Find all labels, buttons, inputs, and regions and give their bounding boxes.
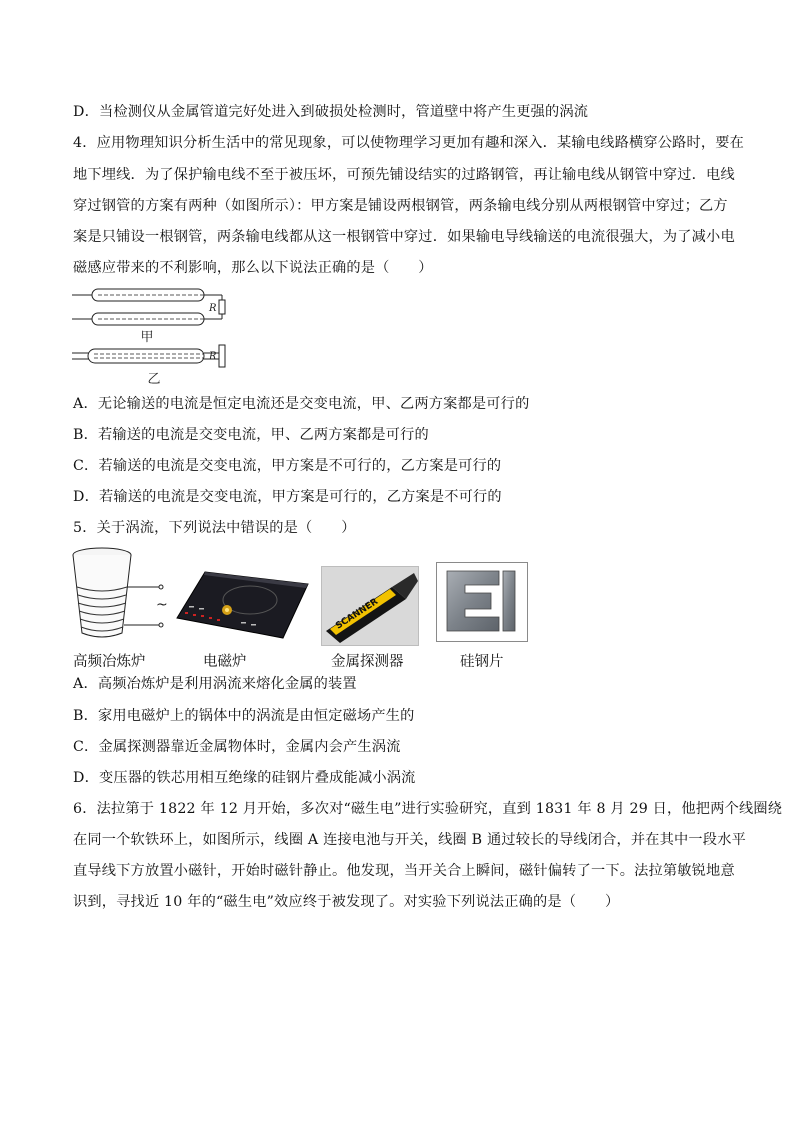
induction-cooker-image xyxy=(175,566,310,642)
q4-stem-line-1: 4．应用物理知识分析生活中的常见现象，可以使物理学习更加有趣和深入．某输电线路横穿公路时，要在 xyxy=(73,135,745,151)
cooker-caption: 电磁炉 xyxy=(203,654,247,670)
q5-stem: 5．关于涡流，下列说法中错误的是（ ） xyxy=(73,520,356,536)
q4-stem-line-5: 磁感应带来的不利影响，那么以下说法正确的是（ ） xyxy=(73,260,433,276)
pipe-diagram xyxy=(70,283,240,388)
metal-detector-image xyxy=(321,566,419,646)
steel-caption: 硅钢片 xyxy=(460,654,504,670)
q4-option-c: C．若输送的电流是交变电流，甲方案是不可行的，乙方案是可行的 xyxy=(73,458,502,474)
furnace-drawing xyxy=(70,545,170,645)
q5-option-b: B．家用电磁炉上的锅体中的涡流是由恒定磁场产生的 xyxy=(73,708,415,724)
q4-option-b: B．若输送的电流是交变电流，甲、乙两方案都是可行的 xyxy=(73,427,429,443)
ac-symbol: ~ xyxy=(156,597,168,613)
q6-stem-line-1: 6．法拉第于 1822 年 12 月开始，多次对“磁生电”进行实验研究，直到 1831 年 8 月 29 日，他把两个线圈绕 xyxy=(73,801,783,817)
q4-option-a: A．无论输送的电流是恒定电流还是交变电流，甲、乙两方案都是可行的 xyxy=(73,396,530,412)
q3-option-d: D．当检测仪从金属管道完好处进入到破损处检测时，管道壁中将产生更强的涡流 xyxy=(73,104,589,120)
plan-yi-pipe xyxy=(72,345,225,367)
q5-option-a: A．高频冶炼炉是利用涡流来熔化金属的装置 xyxy=(73,676,357,692)
q6-stem-line-3: 直导线下方放置小磁针，开始时磁针静止。他发现，当开关合上瞬间，磁针偏转了一下。法拉第敏锐地意 xyxy=(73,863,735,879)
resistor-label-jia: R xyxy=(209,303,217,314)
resistor-label-yi: R xyxy=(209,351,217,362)
detector-label: SCANNER xyxy=(334,596,381,632)
label-jia: 甲 xyxy=(140,330,154,345)
q5-option-d: D．变压器的铁芯用相互绝缘的硅钢片叠成能减小涡流 xyxy=(73,770,416,786)
q6-stem-line-2: 在同一个软铁环上，如图所示，线圈 A 连接电池与开关，线圈 B 通过较长的导线闭合，并在其中一段水平 xyxy=(73,832,746,848)
resistor-jia xyxy=(219,300,225,314)
q4-option-d: D．若输送的电流是交变电流，甲方案是可行的，乙方案是不可行的 xyxy=(73,489,502,505)
resistor-yi xyxy=(219,345,225,367)
furnace-caption: 高频冶炼炉 xyxy=(73,654,146,670)
label-yi: 乙 xyxy=(147,372,161,387)
plan-jia-pipes xyxy=(72,289,225,325)
q5-option-c: C．金属探测器靠近金属物体时，金属内会产生涡流 xyxy=(73,739,401,755)
q4-stem-line-4: 案是只铺设一根钢管，两条输电线都从这一根钢管中穿过．如果输电导线输送的电流很强大，为了减小电 xyxy=(73,229,735,245)
detector-caption: 金属探测器 xyxy=(331,654,404,670)
silicon-steel-image xyxy=(436,562,528,642)
q4-stem-line-2: 地下埋线．为了保护输电线不至于被压坏，可预先铺设结实的过路钢管，再让输电线从钢管中穿过．电线 xyxy=(73,167,735,183)
q6-stem-line-4: 识到，寻找近 10 年的“磁生电”效应终于被发现了。对实验下列说法正确的是（ ） xyxy=(73,894,620,910)
q4-stem-line-3: 穿过钢管的方案有两种（如图所示）：甲方案是铺设两根钢管，两条输电线分别从两根钢管中穿过；乙方 xyxy=(73,198,728,214)
